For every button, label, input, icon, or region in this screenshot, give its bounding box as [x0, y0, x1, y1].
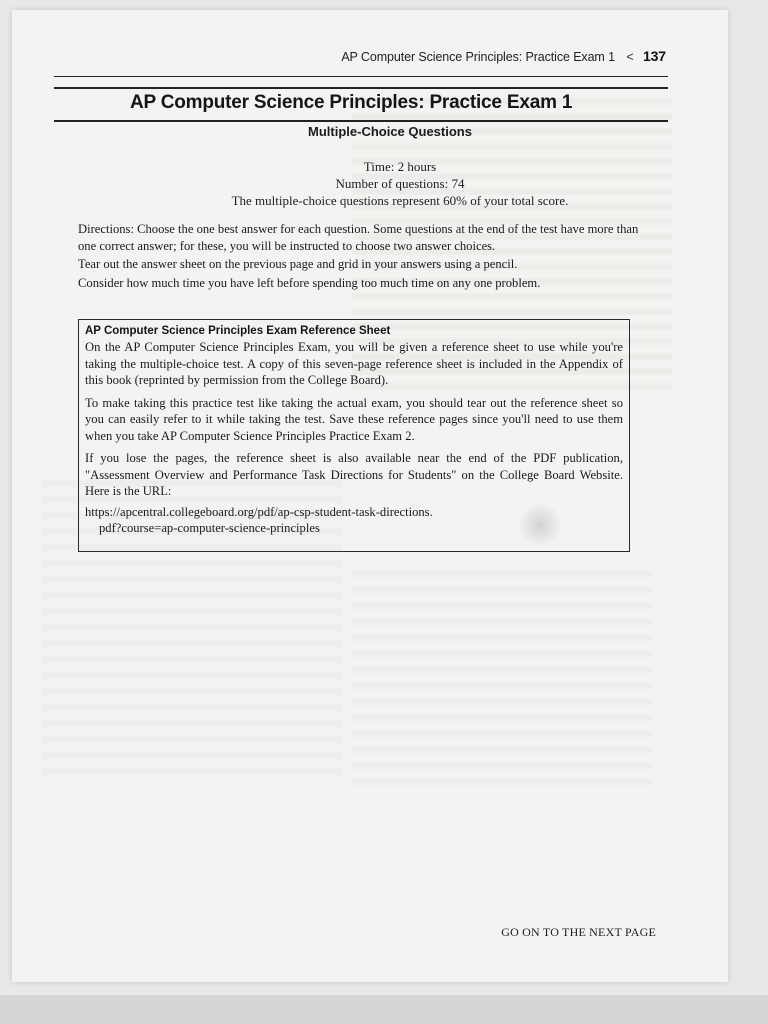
document-page — [12, 10, 728, 982]
reference-paragraph: To make taking this practice test like taking the actual exam, you should tear out the reference sheet so you can easily refer to it while taking the test. Save these reference pages since you'll need to use them when you take AP Computer Science Principles Practice Exam 2. — [85, 395, 623, 443]
directions-paragraph: Directions: Choose the one best answer for each question. Some questions at the end of the test have more than one correct answer; for these, you will be instructed to choose two answer choices. — [78, 222, 639, 253]
exam-time: Time: 2 hours — [363, 159, 437, 174]
running-header — [341, 48, 666, 64]
scan-smudge — [520, 500, 560, 550]
exam-score-weight: The multiple-choice questions represent 60% of your total score. — [231, 193, 569, 208]
reference-sheet-heading: AP Computer Science Principles Exam Reference Sheet — [85, 325, 391, 337]
bleed-through-texture — [352, 570, 652, 790]
reference-paragraph: If you lose the pages, the reference sheet is also available near the end of the PDF publication, "Assessment Overview and Performance Task Directions for Students" on the College Board Website. Here is the URL: — [85, 451, 623, 498]
exam-question-count: Number of questions: 74 — [335, 176, 465, 191]
exam-info — [12, 158, 728, 209]
scanner-bed-edge — [0, 995, 768, 1024]
title-rule-bottom — [54, 120, 668, 122]
reference-paragraph: On the AP Computer Science Principles Exam, you will be given a reference sheet to use while you're taking the multiple-choice test. A copy of this seven-page reference sheet is included in the Appendix of this book (reprinted by permission from the College Board). — [85, 340, 623, 387]
running-header-title: AP Computer Science Principles: Practice Exam 1 — [341, 50, 615, 64]
top-rule — [54, 76, 668, 77]
next-page-footer: GO ON TO THE NEXT PAGE — [501, 925, 656, 939]
directions-block — [78, 221, 642, 293]
page-number: 137 — [642, 48, 666, 64]
reference-url-line-2[interactable]: pdf?course=ap-computer-science-principles — [99, 521, 320, 535]
page-arrow-icon: < — [626, 50, 634, 64]
page-title: AP Computer Science Principles: Practice Exam 1 — [130, 92, 573, 113]
section-subtitle: Multiple-Choice Questions — [308, 124, 472, 139]
directions-paragraph: Consider how much time you have left before spending too much time on any one problem. — [78, 275, 541, 290]
reference-url-line-1[interactable]: https://apcentral.collegeboard.org/pdf/ap-csp-student-task-directions. — [85, 504, 433, 519]
directions-paragraph: Tear out the answer sheet on the previous page and grid in your answers using a pencil. — [78, 257, 518, 271]
title-rule-top — [54, 87, 668, 89]
